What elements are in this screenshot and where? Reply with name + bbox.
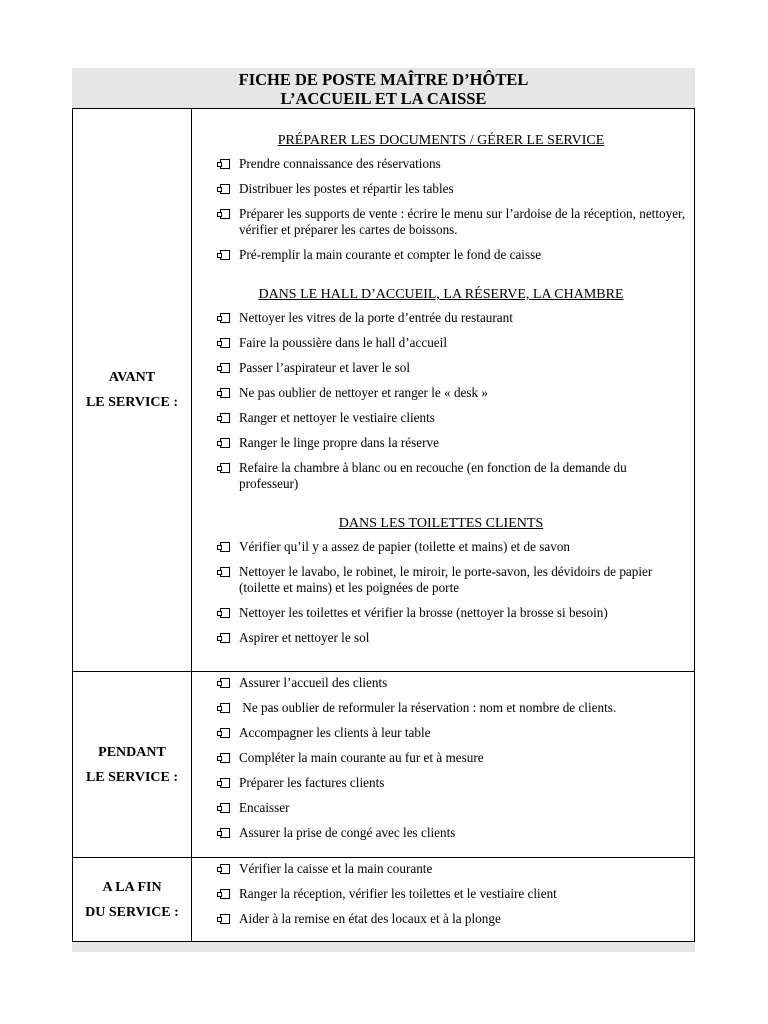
list-during-service bbox=[216, 675, 686, 841]
checkbox-icon bbox=[220, 338, 230, 348]
checkbox-icon bbox=[220, 828, 230, 838]
label-line-2: LE SERVICE : bbox=[85, 769, 179, 785]
list-item: Refaire la chambre à blanc ou en recouche (en fonction de la demande du professeur) bbox=[216, 460, 686, 492]
list-toilets bbox=[216, 539, 686, 646]
checkbox-icon bbox=[220, 567, 230, 577]
duties-table bbox=[72, 108, 695, 942]
checkbox-icon bbox=[220, 363, 230, 373]
list-item: Vérifier la caisse et la main courante bbox=[216, 861, 686, 877]
list-item: Ranger la réception, vérifier les toilettes et le vestiaire client bbox=[216, 886, 686, 902]
checkbox-icon bbox=[220, 633, 230, 643]
checkbox-icon bbox=[220, 463, 230, 473]
checkbox-icon bbox=[220, 889, 230, 899]
section-title-documents: PRÉPARER LES DOCUMENTS / GÉRER LE SERVICE bbox=[277, 133, 605, 148]
label-line-2: LE SERVICE : bbox=[85, 395, 179, 410]
document-title bbox=[72, 68, 695, 108]
checkbox-icon bbox=[220, 184, 230, 194]
section-title-hall: DANS LE HALL D’ACCUEIL, LA RÉSERVE, LA CHAMBRE bbox=[258, 287, 624, 302]
list-item: Ranger le linge propre dans la réserve bbox=[216, 435, 686, 451]
label-line-1: A LA FIN bbox=[102, 879, 162, 895]
label-before-service bbox=[73, 109, 192, 672]
checkbox-icon bbox=[220, 250, 230, 260]
list-documents bbox=[216, 156, 686, 263]
checkbox-icon bbox=[220, 159, 230, 169]
list-item: Pré-remplir la main courante et compter le fond de caisse bbox=[216, 247, 686, 263]
checkbox-icon bbox=[220, 608, 230, 618]
list-item: Ranger et nettoyer le vestiaire clients bbox=[216, 410, 686, 426]
list-item: Distribuer les postes et répartir les tables bbox=[216, 181, 686, 197]
list-item: Prendre connaissance des réservations bbox=[216, 156, 686, 172]
list-item: Aider à la remise en état des locaux et à la plonge bbox=[216, 911, 686, 927]
list-item: Compléter la main courante au fur et à mesure bbox=[216, 750, 686, 766]
checkbox-icon bbox=[220, 914, 230, 924]
list-item: Vérifier qu’il y a assez de papier (toilette et mains) et de savon bbox=[216, 539, 686, 555]
list-item: Nettoyer les toilettes et vérifier la brosse (nettoyer la brosse si besoin) bbox=[216, 605, 686, 621]
checkbox-icon bbox=[220, 542, 230, 552]
content-before-service bbox=[192, 109, 695, 672]
content-during-service bbox=[192, 672, 695, 858]
list-item: Assurer l’accueil des clients bbox=[216, 675, 686, 691]
list-item: Préparer les factures clients bbox=[216, 775, 686, 791]
label-line-1: AVANT bbox=[108, 370, 156, 385]
label-during-service bbox=[73, 672, 192, 858]
checkbox-icon bbox=[220, 728, 230, 738]
content-end-of-service bbox=[192, 858, 695, 942]
checkbox-icon bbox=[220, 413, 230, 423]
list-item: Faire la poussière dans le hall d’accueil bbox=[216, 335, 686, 351]
checkbox-icon bbox=[220, 803, 230, 813]
title-line-2: L’ACCUEIL ET LA CAISSE bbox=[280, 89, 487, 108]
list-item: Nettoyer les vitres de la porte d’entrée du restaurant bbox=[216, 310, 686, 326]
checkbox-icon bbox=[220, 438, 230, 448]
list-item: Assurer la prise de congé avec les clients bbox=[216, 825, 686, 841]
title-line-1: FICHE DE POSTE MAÎTRE D’HÔTEL bbox=[238, 70, 529, 89]
checkbox-icon bbox=[220, 678, 230, 688]
section-title-toilets: DANS LES TOILETTES CLIENTS bbox=[338, 516, 544, 531]
row-before-service bbox=[73, 109, 695, 672]
checkbox-icon bbox=[220, 209, 230, 219]
list-item: Nettoyer le lavabo, le robinet, le miroir, le porte-savon, les dévidoirs de papier (toilette et mains) et les poignées de porte bbox=[216, 564, 686, 596]
checkbox-icon bbox=[220, 864, 230, 874]
checkbox-icon bbox=[220, 388, 230, 398]
checkbox-icon bbox=[220, 703, 230, 713]
list-item: Préparer les supports de vente : écrire le menu sur l’ardoise de la réception, nettoyer, vérifier et préparer les cartes de boissons. bbox=[216, 206, 686, 238]
job-sheet bbox=[72, 68, 695, 952]
label-line-2: DU SERVICE : bbox=[85, 904, 179, 920]
checkbox-icon bbox=[220, 778, 230, 788]
row-end-of-service bbox=[73, 858, 695, 942]
list-item: Aspirer et nettoyer le sol bbox=[216, 630, 686, 646]
list-item: Passer l’aspirateur et laver le sol bbox=[216, 360, 686, 376]
checkbox-icon bbox=[220, 313, 230, 323]
list-end-of-service bbox=[216, 861, 686, 927]
list-item: Ne pas oublier de nettoyer et ranger le « desk » bbox=[216, 385, 686, 401]
row-during-service bbox=[73, 672, 695, 858]
list-item: Accompagner les clients à leur table bbox=[216, 725, 686, 741]
label-end-of-service bbox=[73, 858, 192, 942]
label-line-1: PENDANT bbox=[98, 744, 166, 760]
list-item: Encaisser bbox=[216, 800, 686, 816]
list-item: Ne pas oublier de reformuler la réservation : nom et nombre de clients. bbox=[216, 700, 686, 716]
list-hall bbox=[216, 310, 686, 492]
checkbox-icon bbox=[220, 753, 230, 763]
